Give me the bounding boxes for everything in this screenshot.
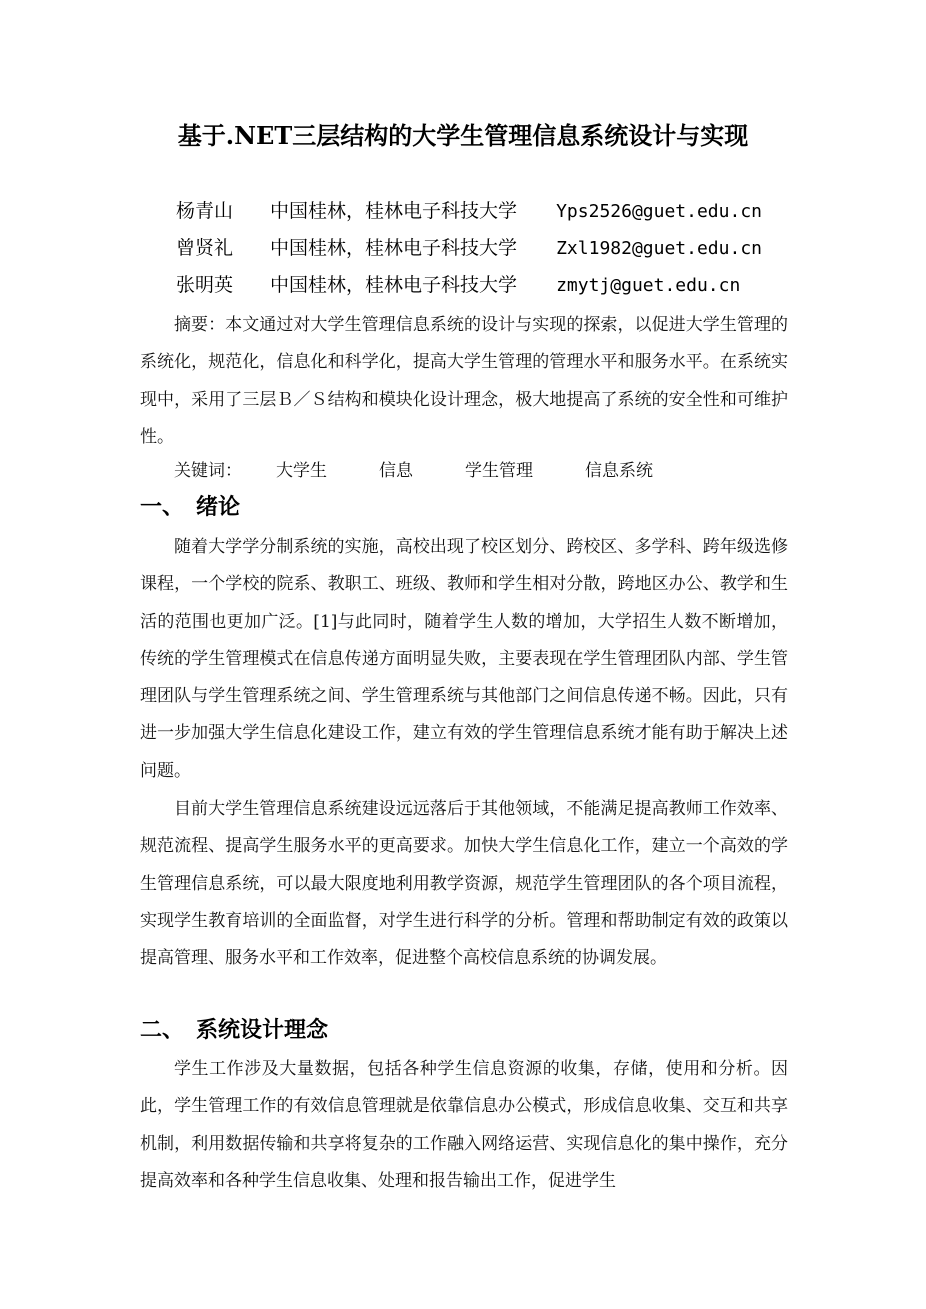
- author-email: zmytj@guet.edu.cn: [556, 275, 741, 296]
- author-email: Zxl1982@guet.edu.cn: [556, 238, 762, 259]
- author-row: [176, 193, 876, 230]
- author-affiliation: 中国桂林，桂林电子科技大学: [270, 237, 518, 259]
- author-row: [176, 230, 876, 267]
- author-list: [176, 193, 876, 304]
- body-paragraph: 随着大学学分制系统的实施，高校出现了校区划分、跨校区、多学科、跨年级选修课程，一个学校的院系、教职工、班级、教师和学生相对分散，跨地区办公、教学和生活的范围也更加广泛。[1]与此同时，随着学生人数的增加，大学招生人数不断增加，传统的学生管理模式在信息传递方面明显失败，主要表现在学生管理团队内部、学生管理团队与学生管理系统之间、学生管理系统与其他部门之间信息传递不畅。因此，只有进一步加强大学生信息化建设工作，建立有效的学生管理信息系统才能有助于解决上述问题。: [140, 537, 788, 781]
- section-title: 系统设计理念: [196, 1018, 329, 1043]
- body-paragraph: 目前大学生管理信息系统建设远远落后于其他领域，不能满足提高教师工作效率、规范流程、提高学生服务水平的更高要求。加快大学生信息化工作，建立一个高效的学生管理信息系统，可以最大限度地利用教学资源，规范学生管理团队的各个项目流程，实现学生教育培训的全面监督，对学生进行科学的分析。管理和帮助制定有效的政策以提高管理、服务水平和工作效率，促进整个高校信息系统的协调发展。: [140, 799, 788, 969]
- body-paragraph: 学生工作涉及大量数据，包括各种学生信息资源的收集，存储，使用和分析。因此，学生管理工作的有效信息管理就是依靠信息办公模式，形成信息收集、交互和共享机制，利用数据传输和共享将复杂的工作融入网络运营、实现信息化的集中操作，充分提高效率和各种学生信息收集、处理和报告输出工作，促进学生: [140, 1059, 788, 1191]
- author-name: 曾贤礼: [176, 237, 234, 259]
- author-affiliation: 中国桂林，桂林电子科技大学: [270, 274, 518, 296]
- keyword: 信息: [379, 461, 413, 481]
- keyword: 信息系统: [585, 461, 653, 481]
- section-number: 二、: [140, 1018, 185, 1043]
- section-title: 绪论: [196, 495, 241, 520]
- abstract: 摘要：本文通过对大学生管理信息系统的设计与实现的探索，以促进大学生管理的系统化，规范化，信息化和科学化，提高大学生管理的管理水平和服务水平。在系统实现中，采用了三层Ｂ／Ｓ结构和模块化设计理念，极大地提高了系统的安全性和可维护性。: [140, 315, 788, 447]
- author-affiliation: 中国桂林，桂林电子科技大学: [270, 200, 518, 222]
- author-row: [176, 267, 876, 304]
- section-heading: [140, 1013, 328, 1049]
- keyword: 大学生: [276, 461, 327, 481]
- keywords: [140, 453, 788, 490]
- author-name: 张明英: [176, 274, 234, 296]
- keywords-label: 关键词：: [174, 461, 242, 481]
- section-heading: [140, 490, 240, 526]
- author-name: 杨青山: [176, 200, 234, 222]
- section-number: 一、: [140, 495, 185, 520]
- keyword: 学生管理: [465, 461, 533, 481]
- paper-title: 基于.NET三层结构的大学生管理信息系统设计与实现: [177, 121, 749, 150]
- author-email: Yps2526@guet.edu.cn: [556, 201, 762, 222]
